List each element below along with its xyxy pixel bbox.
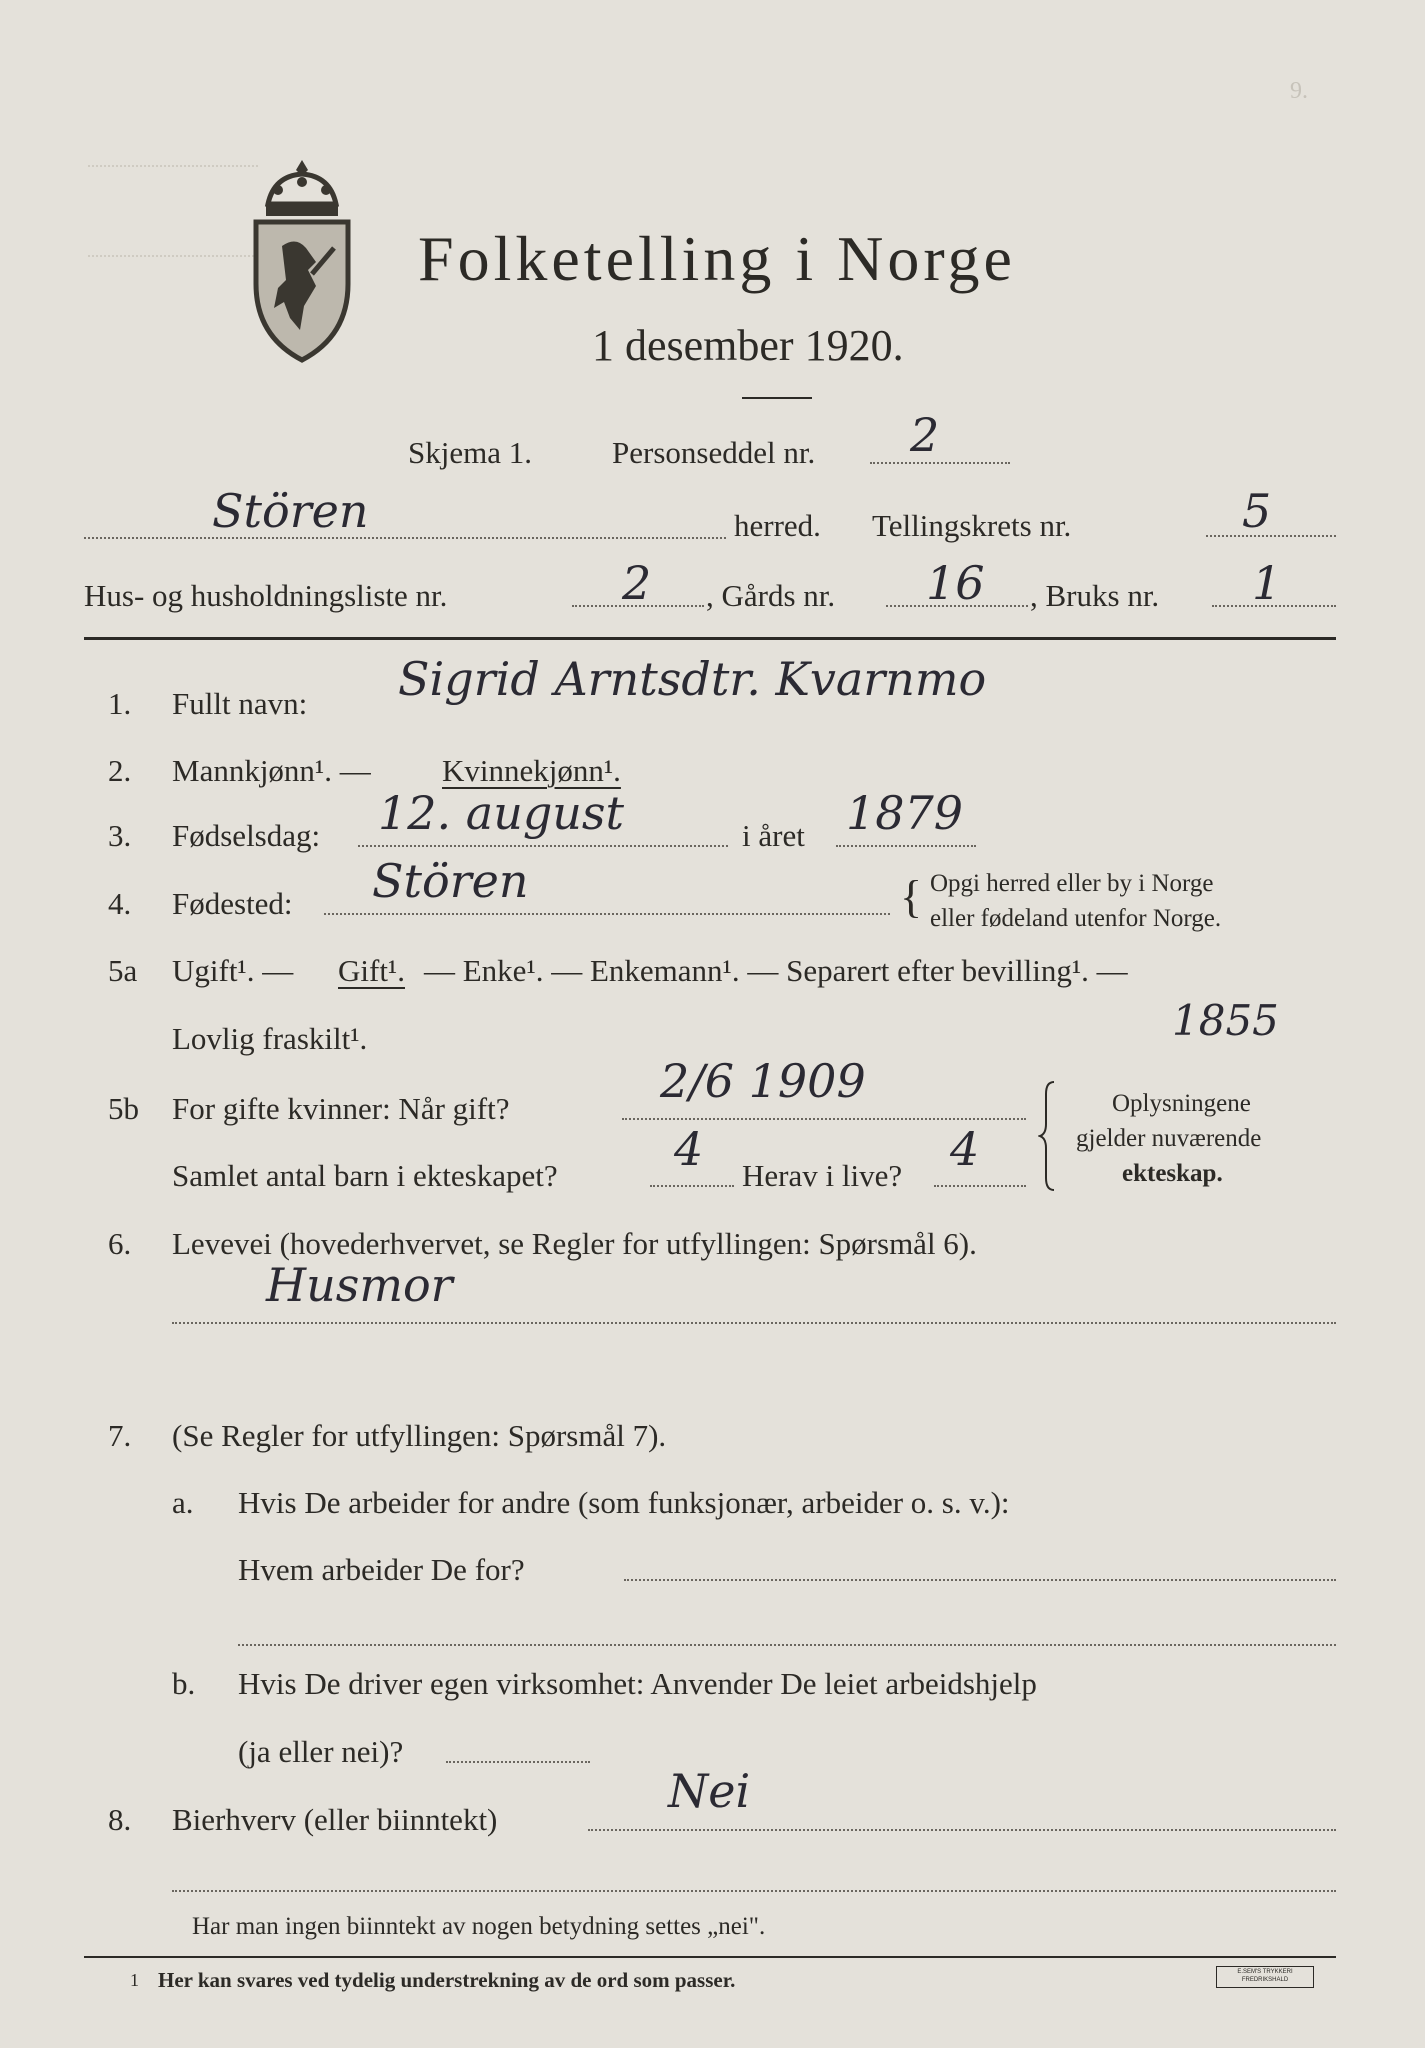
q8-number: 8. — [108, 1802, 132, 1837]
bleed-through-line — [88, 165, 258, 167]
herred-label: herred. — [734, 508, 821, 543]
birthplace-note-line2: eller fødeland utenfor Norge. — [930, 905, 1222, 932]
brace-bracket-icon — [1038, 1080, 1058, 1192]
q1-number: 1. — [108, 686, 132, 721]
marital-unmarried-option[interactable]: Ugift¹. — — [172, 953, 294, 988]
marital-divorced-option[interactable]: Lovlig fraskilt¹. — [172, 1021, 368, 1056]
marital-married-option[interactable]: Gift¹. — [338, 953, 405, 988]
employer-line[interactable] — [624, 1579, 1336, 1581]
marriage-note-line2: gjelder nuværende — [1076, 1125, 1262, 1152]
bleed-through-line — [88, 255, 258, 257]
norway-coat-of-arms-icon — [242, 156, 362, 366]
tellingskrets-value[interactable]: 5 — [1242, 484, 1272, 538]
header-separator — [84, 637, 1336, 640]
footnote-mark: 1 — [130, 1970, 139, 1990]
q3-label: Fødselsdag: — [172, 818, 321, 853]
children-total-label: Samlet antal barn i ekteskapet? — [172, 1158, 558, 1193]
q5a-number: 5a — [108, 953, 138, 988]
title-divider — [742, 397, 812, 399]
children-alive-line — [934, 1185, 1026, 1187]
marriage-date-value[interactable]: 2/6 1909 — [660, 1054, 866, 1108]
q7a-label: Hvis De arbeider for andre (som funksjonær, arbeider o. s. v.): — [238, 1485, 1010, 1520]
children-alive-label: Herav i live? — [742, 1158, 903, 1193]
q7b-letter: b. — [172, 1666, 196, 1701]
bruks-label: , Bruks nr. — [1030, 578, 1160, 613]
q4-number: 4. — [108, 886, 132, 921]
q4-label: Fødested: — [172, 886, 293, 921]
birth-year-label: i året — [742, 818, 805, 853]
marriage-date-label: For gifte kvinner: Når gift? — [172, 1091, 510, 1126]
personseddel-value[interactable]: 2 — [910, 408, 940, 462]
herred-line — [84, 537, 726, 539]
q7b-label: Hvis De driver egen virksomhet: Anvender De leiet arbeidshjelp — [238, 1666, 1037, 1701]
birth-year-line — [836, 845, 976, 847]
herred-value[interactable]: Stören — [212, 484, 369, 538]
birthplace-line — [324, 913, 890, 915]
margin-note: 1855 — [1172, 996, 1279, 1045]
birthday-line — [358, 845, 728, 847]
marriage-date-line — [622, 1118, 1026, 1120]
birthplace-value[interactable]: Stören — [372, 854, 529, 908]
q7-number: 7. — [108, 1418, 132, 1453]
employer-label: Hvem arbeider De for? — [238, 1552, 525, 1587]
marriage-note-line3: ekteskap. — [1122, 1160, 1223, 1187]
marital-other-options[interactable]: — Enke¹. — Enkemann¹. — Separert efter bevilling¹. — — [424, 953, 1128, 988]
census-date: 1 desember 1920. — [592, 321, 904, 370]
gender-female-option[interactable]: Kvinnekjønn¹. — [442, 753, 621, 788]
footnote-text: Her kan svares ved tydelig understrekning av de ord som passer. — [158, 1968, 736, 1992]
tellingskrets-label: Tellingskrets nr. — [872, 508, 1072, 543]
children-total-line — [650, 1185, 734, 1187]
gards-value[interactable]: 16 — [926, 556, 985, 610]
nei-instruction: Har man ingen biinntekt av nogen betydning settes „nei". — [192, 1913, 766, 1940]
tellingskrets-line — [1206, 535, 1336, 537]
children-alive-value[interactable]: 4 — [950, 1122, 980, 1176]
side-income-value[interactable]: Nei — [668, 1764, 751, 1818]
printer-stamp: E.SEM'S TRYKKERI FREDRIKSHALD — [1216, 1966, 1314, 1988]
footnote-separator — [84, 1956, 1336, 1958]
q7-label: (Se Regler for utfyllingen: Spørsmål 7). — [172, 1418, 667, 1453]
q5b-number: 5b — [108, 1091, 139, 1126]
occupation-label: Levevei (hovederhvervet, se Regler for utfyllingen: Spørsmål 6). — [172, 1226, 977, 1261]
marriage-note-line1: Oplysningene — [1112, 1090, 1251, 1117]
birthplace-note-line1: Opgi herred eller by i Norge — [930, 870, 1214, 897]
q2-number: 2. — [108, 753, 132, 788]
q6-number: 6. — [108, 1226, 132, 1261]
brace-left: { — [900, 871, 923, 922]
q3-number: 3. — [108, 818, 132, 853]
husliste-value[interactable]: 2 — [622, 556, 652, 610]
form-title: Folketelling i Norge — [418, 223, 1016, 294]
schema-label: Skjema 1. — [408, 435, 532, 470]
bruks-value[interactable]: 1 — [1252, 556, 1282, 610]
q1-label: Fullt navn: — [172, 686, 308, 721]
gards-label: , Gårds nr. — [706, 578, 836, 613]
children-total-value[interactable]: 4 — [674, 1122, 704, 1176]
hired-help-line[interactable] — [446, 1761, 590, 1763]
hired-help-label: (ja eller nei)? — [238, 1734, 404, 1769]
gender-male-option[interactable]: Mannkjønn¹. — — [172, 753, 371, 788]
full-name-value[interactable]: Sigrid Arntsdtr. Kvarnmo — [398, 652, 987, 706]
personseddel-label: Personseddel nr. — [612, 435, 816, 470]
occupation-line — [172, 1322, 1336, 1324]
occupation-value[interactable]: Husmor — [266, 1258, 453, 1312]
birth-year-value[interactable]: 1879 — [846, 786, 964, 840]
husliste-label: Hus- og husholdningsliste nr. — [84, 578, 448, 613]
bleed-through-text: 9. — [1290, 78, 1308, 104]
employer-line-2[interactable] — [238, 1644, 1336, 1646]
birthday-value[interactable]: 12. august — [378, 786, 624, 840]
side-income-label: Bierhverv (eller biinntekt) — [172, 1802, 498, 1837]
side-income-line — [588, 1829, 1336, 1831]
q7a-letter: a. — [172, 1485, 194, 1520]
personseddel-line — [870, 462, 1010, 464]
side-income-line-2[interactable] — [172, 1890, 1336, 1892]
